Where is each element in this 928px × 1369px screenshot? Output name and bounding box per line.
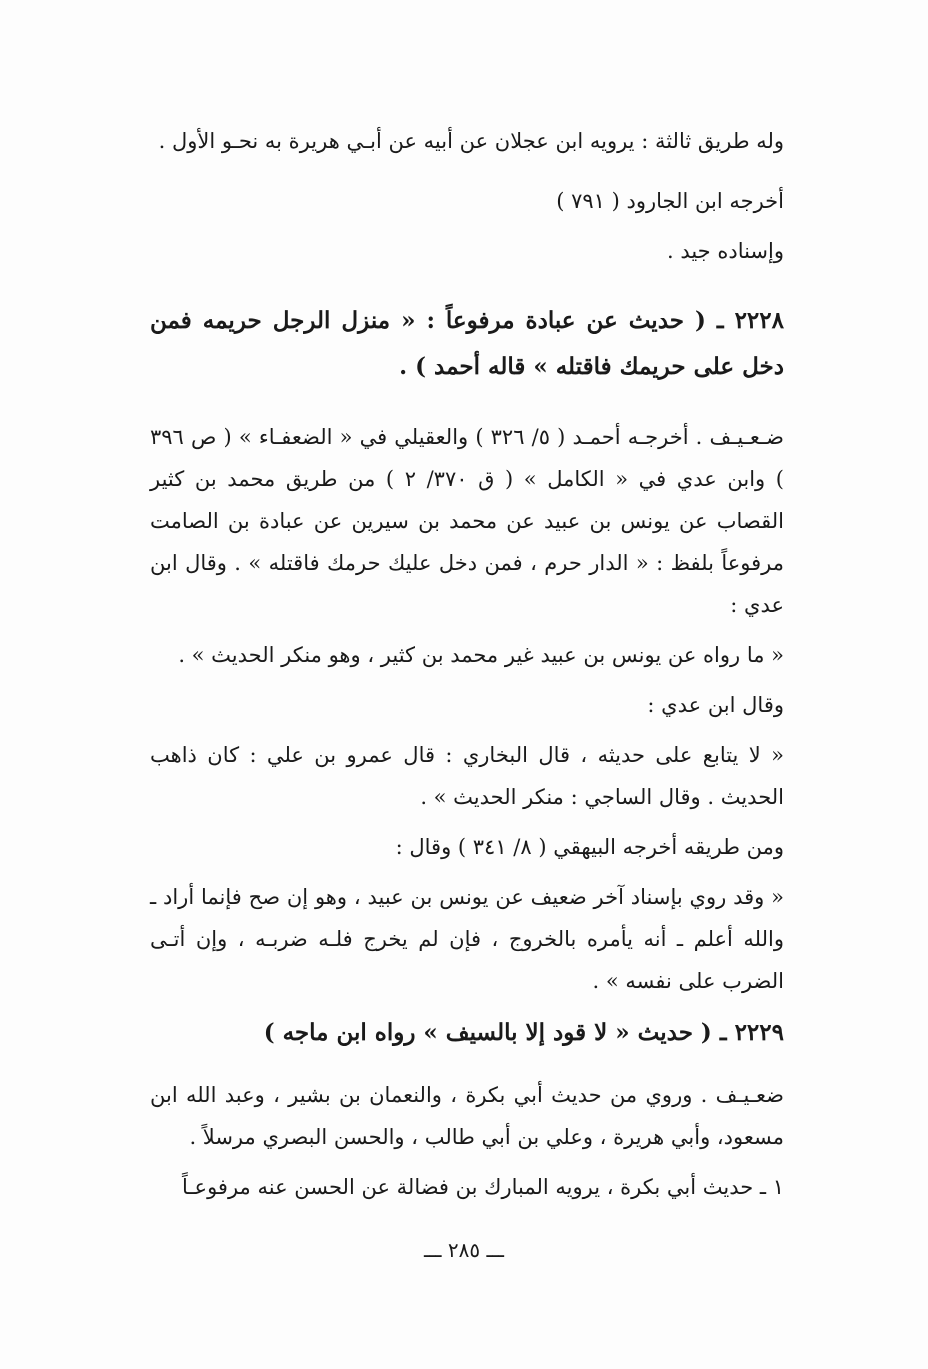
hadith-heading-2229: ٢٢٢٩ ـ ( حديث « لا قود إلا بالسيف » رواه ابن ماجه ) xyxy=(263,1019,784,1046)
quote-ibn-adi-2: « لا يتابع على حديثه ، قال البخاري : قال عمرو بن علي : كان ذاهب الحديث . وقال الساجي : منكر الحديث » . xyxy=(150,743,784,809)
paragraph-bayhaqi: ومن طريقه أخرجه البيهقي ( ٨/ ٣٤١ ) وقال : xyxy=(395,835,784,859)
paragraph-third-route: وله طريق ثالثة : يرويه ابن عجلان عن أبيه عن أبـي هريرة به نحـو الأول . xyxy=(158,129,784,153)
paragraph-ibn-jarud: أخرجه ابن الجارود ( ٧٩١ ) xyxy=(556,189,784,213)
quote-ibn-adi-1: « ما رواه عن يونس بن عبيد غير محمد بن كثير ، وهو منكر الحديث » . xyxy=(178,643,784,667)
page-body xyxy=(150,120,836,1208)
paragraph-weak-2229: ضعـيـف . وروي من حديث أبي بكرة ، والنعمان بن بشير ، وعبد الله ابن مسعود، وأبي هريرة ، وعلي بن أبي طالب ، والحسن البصري مرسلاً . xyxy=(150,1083,784,1149)
page-number: ـــ ٢٨٥ ـــ xyxy=(423,1238,505,1262)
quote-bayhaqi: « وقد روي بإسناد آخر ضعيف عن يونس بن عبيد ، وهو إن صح فإنما أراد ـ والله أعلم ـ أنه يأمره بالخروج ، فإن لم يخرج فلـه ضربـه ، وإن أتـى الضرب على نفسه » . xyxy=(150,885,784,993)
paragraph-ibn-adi-said: وقال ابن عدي : xyxy=(647,693,784,717)
hadith-heading-2228: ٢٢٢٨ ـ ( حديث عن عبادة مرفوعاً : « منزل الرجل حريمه فمن دخل على حريمك فاقتله » قاله أحمد ) . xyxy=(150,307,784,380)
paragraph-abi-bakra: ١ ـ حديث أبي بكرة ، يرويه المبارك بن فضالة عن الحسن عنه مرفوعـاً xyxy=(182,1175,784,1199)
paragraph-isnad-good: وإسناده جيد . xyxy=(666,239,784,263)
paragraph-weak-ahmad: ضـعـيـف . أخرجـه أحمـد ( ٥/ ٣٢٦ ) والعقيلي في « الضعفـاء » ( ص ٣٩٦ ) وابن عدي في « الكامل » ( ق ٣٧٠/ ٢ ) من طريق محمد بن كثير القصاب عن يونس بن عبيد عن محمد بن سيرين عن عبادة بن الصامت مرفوعاً بلفظ : « الدار حرم ، فمن دخل عليك حرمك فاقتله » . وقال ابن عدي : xyxy=(150,425,784,617)
